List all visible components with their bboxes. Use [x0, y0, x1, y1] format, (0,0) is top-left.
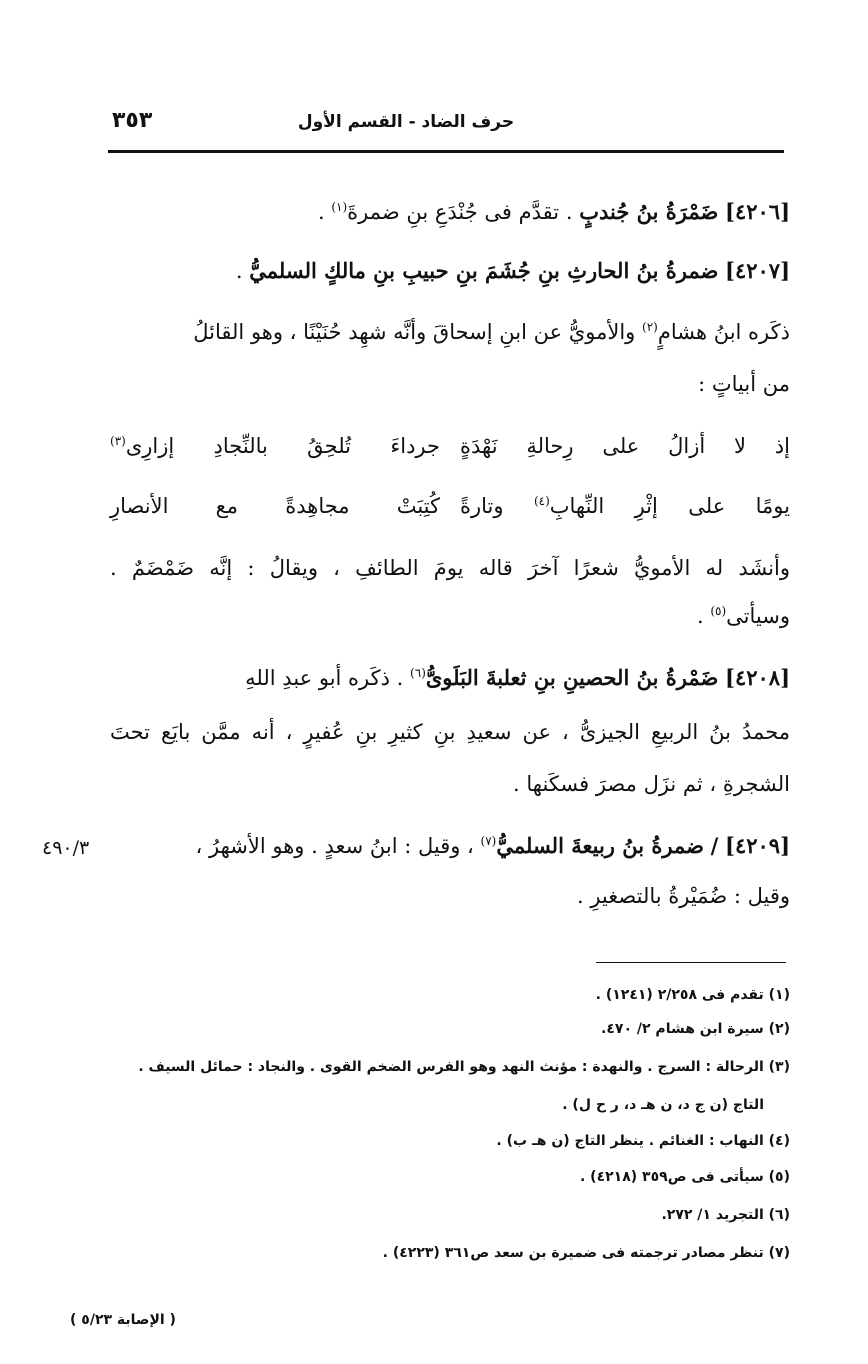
- entry-4208-line3: الشجرةِ ، ثم نزَل مصرَ فسكَنها .: [513, 772, 790, 796]
- entry-4208-line2: محمدُ بنُ الربيعِ الجيزىُّ ، عن سعيدِ بنِ كثيرِ بنِ عُفيرٍ ، أنه ممَّن بايَع تحتَ: [110, 720, 790, 744]
- footnote-ref: (١): [331, 200, 348, 214]
- footnote-3-cont: التاج (ن ج د، ن هـ د، ر ح ل) .: [562, 1097, 764, 1113]
- footnote-ref: (٧): [480, 834, 497, 848]
- entry-4209-line2: وقيل : ضُمَيْرةُ بالتصغيرِ .: [576, 884, 790, 908]
- entry-number: [٤٢٠٧]: [725, 258, 790, 283]
- entry-4206: [110, 196, 790, 228]
- footnote-6: (٦) التجريد ١/ ٢٧٢.: [661, 1207, 790, 1223]
- body-text: والأمويُّ عن ابنِ إسحاقَ وأنَّه شهِد حُنَيْنًا ، وهو القائلُ: [193, 320, 636, 344]
- page-break-mark: /: [710, 833, 719, 858]
- verse-hemistich: كُتِبَتْ مجاهِدةً مع الأنصارِ: [110, 494, 440, 518]
- entry-4207-line7: [110, 600, 790, 632]
- footnote-3: (٣) الرحالة : السرج . والنهدة : مؤنث النهد وهو الفرس الضخم القوى . والنجاد : حمائل السيف .: [138, 1059, 790, 1075]
- footnote-ref: (٤): [533, 494, 550, 508]
- footnote-ref: (٣): [110, 434, 126, 448]
- printer-signature: ( الإصابة ٥/٢٣ ): [70, 1312, 176, 1328]
- verse-line-2: [110, 490, 790, 522]
- entry-name: ضَمْرَةُ بنُ جُندبٍ: [579, 199, 719, 224]
- footnote-5: (٥) سيأتى فى ص٣٥٩ (٤٢١٨) .: [579, 1169, 790, 1185]
- entry-4207-line3: من أبياتٍ :: [698, 372, 790, 396]
- footnote-4: (٤) النهاب : الغنائم . ينظر التاج (ن هـ ب) .: [496, 1133, 790, 1149]
- footnote-rule: [596, 962, 786, 963]
- body-text: . ذكَره أبو عبدِ اللهِ: [245, 666, 404, 690]
- entry-name: ضمرةُ بنُ ربيعةَ السلميُّ: [496, 833, 704, 858]
- verse-text: وتارةً: [460, 494, 504, 518]
- entry-text: . تقدَّم فى جُنْدَعِ بنِ ضمرةَ: [347, 200, 573, 224]
- entry-name: ضمرةُ بنُ الحارثِ بنِ جُشَمَ بنِ حبيبِ بنِ مالكٍ السلميُّ: [249, 258, 719, 283]
- entry-end: .: [235, 259, 243, 283]
- verse-hemistich: إذ لا أزالُ على رِحالةِ نَهْدَةٍ: [460, 434, 790, 458]
- footnote-2: (٢) سيرة ابن هشام ٢/ ٤٧٠.: [601, 1021, 790, 1037]
- verse-text: يومًا على إثْرِ النِّهابِ: [549, 494, 790, 518]
- verse-line-1: [110, 430, 790, 462]
- running-header-title: حرف الضاد - القسم الأول: [297, 112, 515, 132]
- margin-reference: ٤٩٠/٣: [42, 837, 90, 859]
- footnote-ref: (٥): [710, 604, 727, 618]
- entry-number: [٤٢٠٦]: [725, 199, 790, 224]
- verse-hemistich: [460, 490, 790, 522]
- body-text: وسيأتى: [726, 604, 790, 628]
- verse-hemistich: [110, 430, 440, 462]
- entry-4208: [110, 662, 790, 694]
- entry-4209: [110, 830, 790, 862]
- entry-number: [٤٢٠٩]: [725, 833, 790, 858]
- header-rule: [108, 150, 784, 153]
- verse-text: جرداءَ تُلحِقُ بالنِّجادِ إزارِى: [125, 434, 440, 458]
- entry-end: .: [696, 604, 704, 628]
- entry-4207-line6: وأنشَد له الأمويُّ شعرًا آخرَ قاله يومَ الطائفِ ، ويقالُ : إنَّه ضَمْضَمٌ .: [110, 556, 790, 580]
- entry-end: .: [317, 200, 325, 224]
- footnote-7: (٧) تنظر مصادر ترجمته فى ضميرة بن سعد ص٣٦١ (٤٢٢٣) .: [382, 1245, 790, 1261]
- footnote-1: (١) تقدم فى ٢/٢٥٨ (١٢٤١) .: [595, 987, 790, 1003]
- body-text: ذكَره ابنُ هشامٍ: [657, 320, 790, 344]
- body-text: ، وقيل : ابنُ سعدٍ . وهو الأشهرُ ،: [195, 834, 474, 858]
- entry-4207: [110, 255, 790, 287]
- footnote-ref: (٦): [410, 666, 426, 680]
- page-number: ٣٥٣: [112, 108, 153, 133]
- footnote-ref: (٢): [642, 320, 658, 334]
- entry-4207-line2: [110, 316, 790, 348]
- entry-name: ضَمْرةُ بنُ الحصينِ بنِ ثعلبةَ البَلَوىُّ: [425, 665, 719, 690]
- entry-number: [٤٢٠٨]: [725, 665, 790, 690]
